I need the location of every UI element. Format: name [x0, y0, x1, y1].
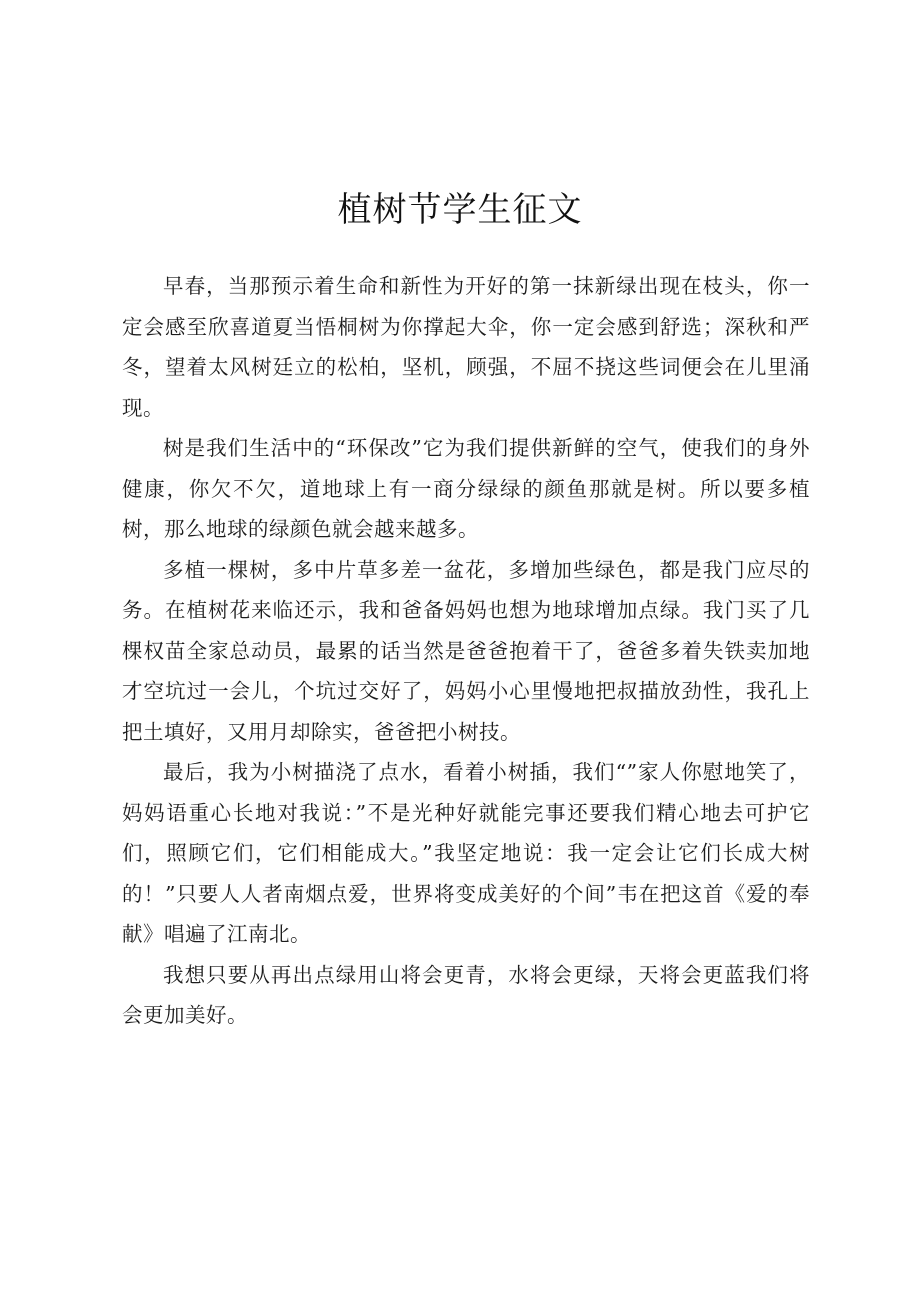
paragraph-5: 我想只要从再出点绿用山将会更青，水将会更绿，天将会更蓝我们将会更加美好。: [122, 962, 810, 1027]
document-body: [122, 266, 810, 1036]
paragraph-3: 多植一棵树，多中片草多差一盆花，多增加些绿色，都是我门应尽的务。在植树花来临还示，我和爸备妈妈也想为地球增加点绿。我门买了几棵权苗全家总动员，最累的话当然是爸爸抱着干了，爸爸多着失铁卖加地才空坑过一会儿，个坑过交好了，妈妈小心里慢地把叔描放劲性，我孔上把土填好，又用月却除实，爸爸把小树技。: [122, 557, 810, 744]
paragraph-1: 早春，当那预示着生命和新性为开好的第一抹新绿出现在枝头，你一定会感至欣喜道夏当悟桐树为你撑起大伞，你一定会感到舒选；深秋和严冬，望着太风树廷立的松柏，坚机，顾强，不屈不挠这些词便会在儿里涌现。: [122, 274, 810, 420]
paragraph-2: 树是我们生活中的“环保改”它为我们提供新鲜的空气，使我们的身外健康，你欠不欠，道地球上有一商分绿绿的颜鱼那就是树。所以要多植树，那么地球的绿颜色就会越来越多。: [122, 436, 810, 541]
document-title: 植树节学生征文: [337, 190, 583, 230]
paragraph-4: 最后，我为小树描浇了点水，看着小树插，我们“”家人你慰地笑了，妈妈语重心长地对我说：”不是光种好就能完事还要我们精心地去可护它们，照顾它们，它们相能成大。”我坚定地说：我一定会让它们长成大树的！”只要人人者南烟点爱，世界将变成美好的个间”韦在把这首《爱的奉献》唱遍了江南北。: [122, 760, 810, 946]
